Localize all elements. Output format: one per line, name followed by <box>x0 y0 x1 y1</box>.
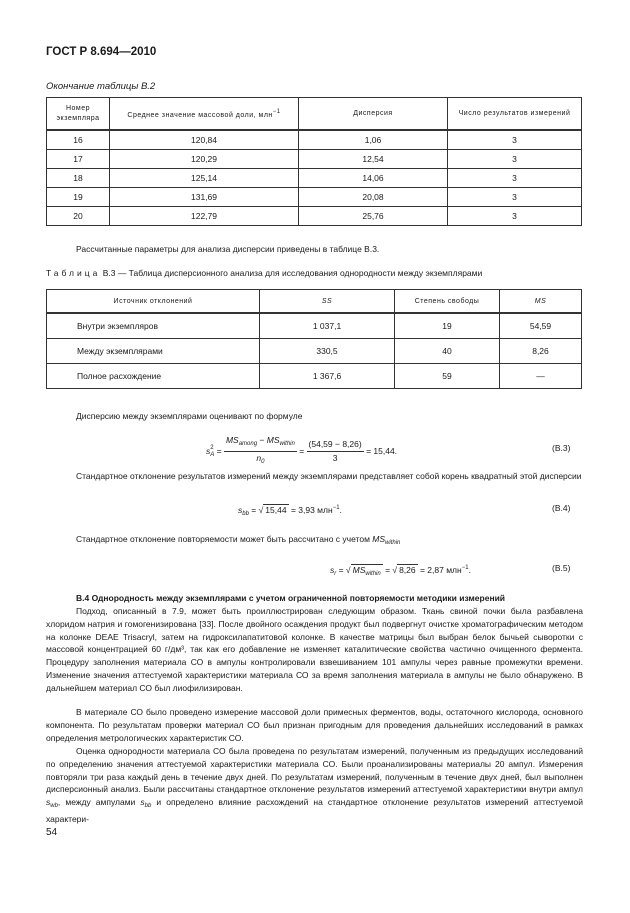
cell: 120,29 <box>110 150 299 169</box>
table-b2-caption: Окончание таблицы В.2 <box>46 81 156 92</box>
eq-fraction-2: $\frac{(54,59 - 8,26)}{3}$ <box>308 439 362 463</box>
cell: 1,06 <box>299 130 448 150</box>
paragraph-repeatability: Стандартное отклонение повторяемости может быть рассчитано с учетом $MS_{within}$ <box>76 534 401 546</box>
eq-radicand: 15,44 <box>265 505 287 515</box>
cell: Полное расхождение <box>47 364 260 389</box>
table-b3-header-ss: SS <box>260 290 395 314</box>
cell: 131,69 <box>110 188 299 207</box>
cell: 3 <box>448 207 582 226</box>
equation-number-b3: (В.3) <box>552 443 571 453</box>
table-b3 <box>46 289 582 389</box>
cell: 54,59 <box>500 313 582 339</box>
table-row <box>47 150 582 169</box>
table-b2-header-number: Номер экземпляра <box>47 98 110 131</box>
cell: 8,26 <box>500 339 582 364</box>
table-row <box>47 130 582 150</box>
cell: 3 <box>448 130 582 150</box>
cell: 330,5 <box>260 339 395 364</box>
cell: 3 <box>448 188 582 207</box>
table-row <box>47 188 582 207</box>
cell: 40 <box>395 339 500 364</box>
cell: 125,14 <box>110 169 299 188</box>
table-b2-header-mean: Среднее значение массовой доли, млн−1 <box>110 98 299 131</box>
table-b2-header-count: Число результатов измерений <box>448 98 582 131</box>
table-row <box>47 207 582 226</box>
paragraph-params: Рассчитанные параметры для анализа дисперсии приведены в таблице В.3. <box>76 244 380 254</box>
equation-number-b4: (В.4) <box>552 503 571 513</box>
cell: 3 <box>448 169 582 188</box>
eq-sup: 2 <box>210 444 214 451</box>
section-b4-paragraph-1: Подход, описанный в 7.9, может быть проиллюстрирован следующим образом. Ткань свиной почки была разбавлена хлоридом натрия и гомогенизирована [33]. После двойного осаждения продукт был подвергнут очистке хроматографическим методом на колонке DEAE Trisacryl, затем на гидроксилапатитовой колонке. В качестве матрицы был выбран белок бычьей сыворотки с массовой концентрацией 60 г/дм³, так как его добавление не изменяет каталитические свойства частично очищенного фермента. Процедуру заполнения материала СО в ампулы контролировали взвешиванием 101 ампулы через равные промежутки времени. Изменение значения аттестуемой характеристики материала СО за время заполнения материала в ампулы не было обнаружено. В дальнейшем материал СО был лиофилизирован. <box>46 606 583 693</box>
cell: 19 <box>395 313 500 339</box>
eq-result: = 15,44. <box>366 445 398 456</box>
cell: 122,79 <box>110 207 299 226</box>
cell: 20 <box>47 207 110 226</box>
table-b3-header-ms: MS <box>500 290 582 314</box>
cell: 3 <box>448 150 582 169</box>
table-b3-header-source: Источник отклонений <box>47 290 260 314</box>
cell: 19 <box>47 188 110 207</box>
cell: 17 <box>47 150 110 169</box>
equation-b4: $s_{bb}$ = √ 15,44 = 3,93 млн$^{-1}$. <box>238 505 342 517</box>
cell: — <box>500 364 582 389</box>
cell: 1 367,6 <box>260 364 395 389</box>
table-b3-title <box>46 268 482 278</box>
table-row <box>47 364 582 389</box>
cell: Между экземплярами <box>47 339 260 364</box>
paragraph-stddev: Стандартное отклонение результатов измерений между экземплярами представляет собой корень квадратный этой дисперсии <box>76 471 582 481</box>
table-b2 <box>46 97 582 226</box>
eq-fraction-1: $\frac{MS_{among} - MS_{within}}{n_0}$ <box>225 435 295 465</box>
page-number: 54 <box>46 827 58 838</box>
cell: 59 <box>395 364 500 389</box>
paragraph-dispersion: Дисперсию между экземплярами оценивают по формуле <box>76 411 303 421</box>
cell: 120,84 <box>110 130 299 150</box>
eq-symbol: s <box>206 445 211 456</box>
cell: 14,06 <box>299 169 448 188</box>
table-row <box>47 339 582 364</box>
document-header: ГОСТ Р 8.694—2010 <box>46 46 157 58</box>
cell: 16 <box>47 130 110 150</box>
table-b3-title-text: В.3 — Таблица дисперсионного анализа для исследования однородности между экземплярами <box>102 268 483 278</box>
cell: 12,54 <box>299 150 448 169</box>
equation-b5: $s_r$ = √ $MS_{within}$ = √ 8,26 = 2,87 млн$^{-1}$. <box>330 565 471 577</box>
section-b4-paragraph-2: В материале СО было проведено измерение массовой доли примесных ферментов, воды, остаточного кислорода, основного компонента. По результатам проверки материал СО был признан пригодным для проведения дальнейших исследований в рамках определения метрологических характеристик СО. <box>46 707 583 743</box>
cell: 1 037,1 <box>260 313 395 339</box>
cell: 20,08 <box>299 188 448 207</box>
table-row <box>47 169 582 188</box>
equation-number-b5: (В.5) <box>552 563 571 573</box>
cell: 18 <box>47 169 110 188</box>
section-b4-paragraph-3: Оценка однородности материала СО была проведена по результатам измерений, полученным из предыдущих исследований по определению значения аттестуемой характеристики материала СО. Были проанализированы материалы 20 ампул. Измерения повторяли три раза каждый день в течение двух дней. По результатам измерений, полученным в течение двух дней, был выполнен дисперсионный анализ. Были рассчитаны стандартное отклонение результатов измерений аттестуемой характеристики внутри ампул $s_{wb}$, между ампулами $s_{bb}$ и определено влияние расхождений на стандартное отклонение результатов измерений аттестуемой характери- <box>46 746 583 824</box>
table-row <box>47 313 582 339</box>
table-b2-header-variance: Дисперсия <box>299 98 448 131</box>
section-b4-heading: В.4 Однородность между экземплярами с учетом ограниченной повторяемости методики измерений <box>76 593 506 603</box>
cell: 25,76 <box>299 207 448 226</box>
table-b3-header-df: Степень свободы <box>395 290 500 314</box>
cell: Внутри экземпляров <box>47 313 260 339</box>
equation-b3: s 2 A = $\frac{MS_{among} - MS_{within}}{n_0}$ = $\frac{(54,59 - 8,26)}{3}$ = 15,44. <box>206 434 397 469</box>
table-b3-title-label: Таблица <box>46 268 101 278</box>
eq-sub: A <box>210 451 215 458</box>
